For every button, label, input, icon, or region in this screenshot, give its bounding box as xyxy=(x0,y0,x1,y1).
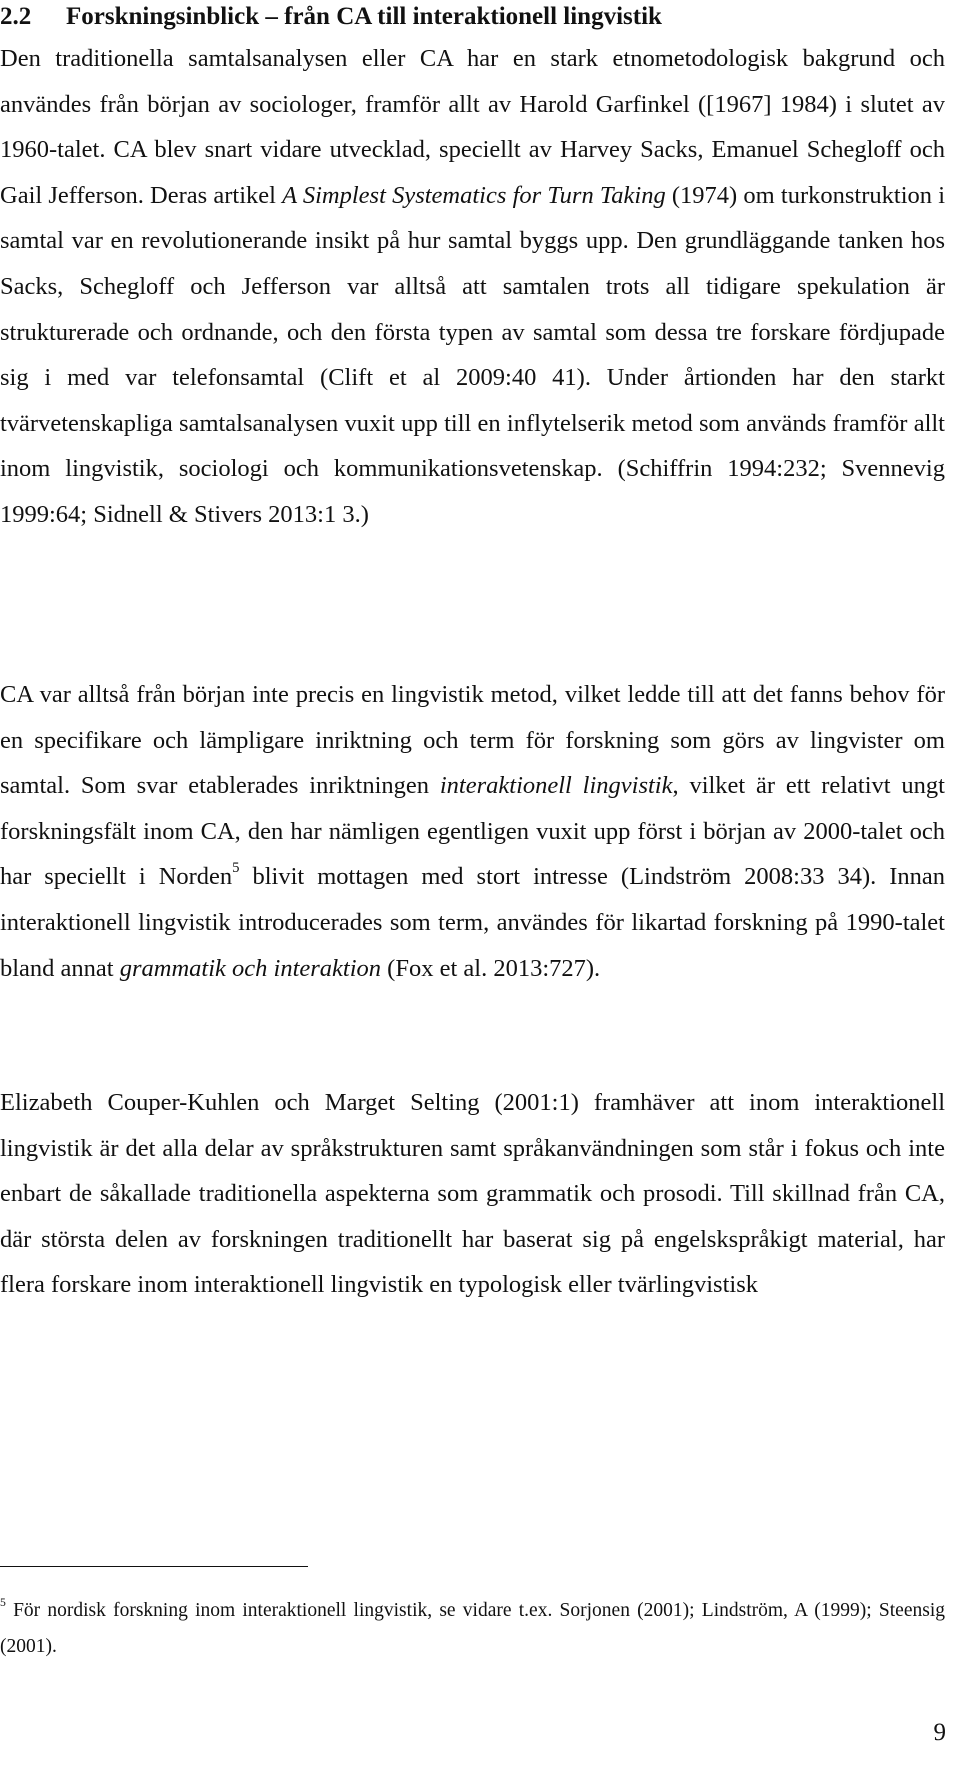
article-title: A Simplest Systematics for Turn Taking xyxy=(282,181,666,209)
paragraph-text: (1974) om turkonstruktion i samtal var en revolutionerande insikt på hur samtal byggs upp. Den grundläggande tanken hos Sacks, Schegloff och Jefferson var alltså att samtalen trots all tidigare spekulation är strukturerade och ordnande, och den första typen av samtal som dessa tre forskare fördjupade sig i med var telefonsamtal (Clift et al 2009:40 41). Under årtionden har den starkt tvärvetenskapliga samtalsanalysen vuxit upp till en inflytelserik metod som används framför allt inom lingvistik, sociologi och kommunikationsvetenskap. (Schiffrin 1994:232; Svennevig 1999:64; Sidnell & Stivers 2013:1 3.) xyxy=(0,181,945,528)
term-interaktionell-lingvistik: interaktionell lingvistik xyxy=(439,772,673,800)
term-grammatik-och-interaktion: grammatik och interaktion xyxy=(119,954,382,982)
paragraph-text: , vilket är ett relativt ungt forskningsfält inom CA, den har nämligen egentligen vuxit upp först i början av 2000-talet och har speciellt i Norden xyxy=(0,772,945,891)
section-heading xyxy=(0,2,945,32)
paragraph-text: (Fox et al. 2013:727). xyxy=(381,954,601,982)
section-title: Forskningsinblick – från CA till interaktionell lingvistik xyxy=(66,3,662,30)
footnote-text: För nordisk forskning inom interaktionell lingvistik, se vidare t.ex. Sorjonen (2001); Lindström, A (1999); Steensig (2001). xyxy=(0,1600,945,1657)
section-number: 2.2 xyxy=(0,3,32,30)
footnote-separator xyxy=(0,1566,308,1567)
paragraph-interactional-linguistics xyxy=(0,672,945,991)
footnote-reference[interactable]: 5 xyxy=(232,860,240,877)
paragraph-text: CA var alltså från början inte precis en lingvistik metod, vilket ledde till att det fanns behov för en specifikare och lämpligare inriktning och term för forskning som görs av lingvister om samtal. Som svar etablerades inriktningen xyxy=(0,681,945,800)
paragraph-text: Den traditionella samtalsanalysen eller CA har en stark etnometodologisk bakgrund och användes från början av sociologer, framför allt av Harold Garfinkel ([1967] 1984) i slutet av 1960-talet. CA blev snart vidare utvecklad, speciellt av Harvey Sacks, Emanuel Schegloff och Gail Jefferson. Deras artikel xyxy=(0,45,945,209)
paragraph-couper-kuhlen-selting xyxy=(0,1080,945,1308)
page-number: 9 xyxy=(933,1719,946,1746)
paragraph-text: Elizabeth Couper-Kuhlen och Marget Selting (2001:1) framhäver att inom interaktionell lingvistik är det alla delar av språkstrukturen samt språkanvändningen som står i fokus och inte enbart de såkallade traditionella aspekterna som grammatik och prosodi. Till skillnad från CA, där största delen av forskningen traditionellt har baserat sig på engelskspråkigt material, har flera forskare inom interaktionell lingvistik en typologisk eller tvärlingvistisk xyxy=(0,1089,945,1299)
footnote xyxy=(0,1593,945,1665)
paragraph-ca-background xyxy=(0,36,945,538)
paragraph-text: blivit mottagen med stort intresse (Lindström 2008:33 34). Innan interaktionell lingvistik introducerades som term, användes för likartad forskning på 1990-talet bland annat xyxy=(0,863,945,982)
footnote-mark: 5 xyxy=(0,1596,6,1610)
